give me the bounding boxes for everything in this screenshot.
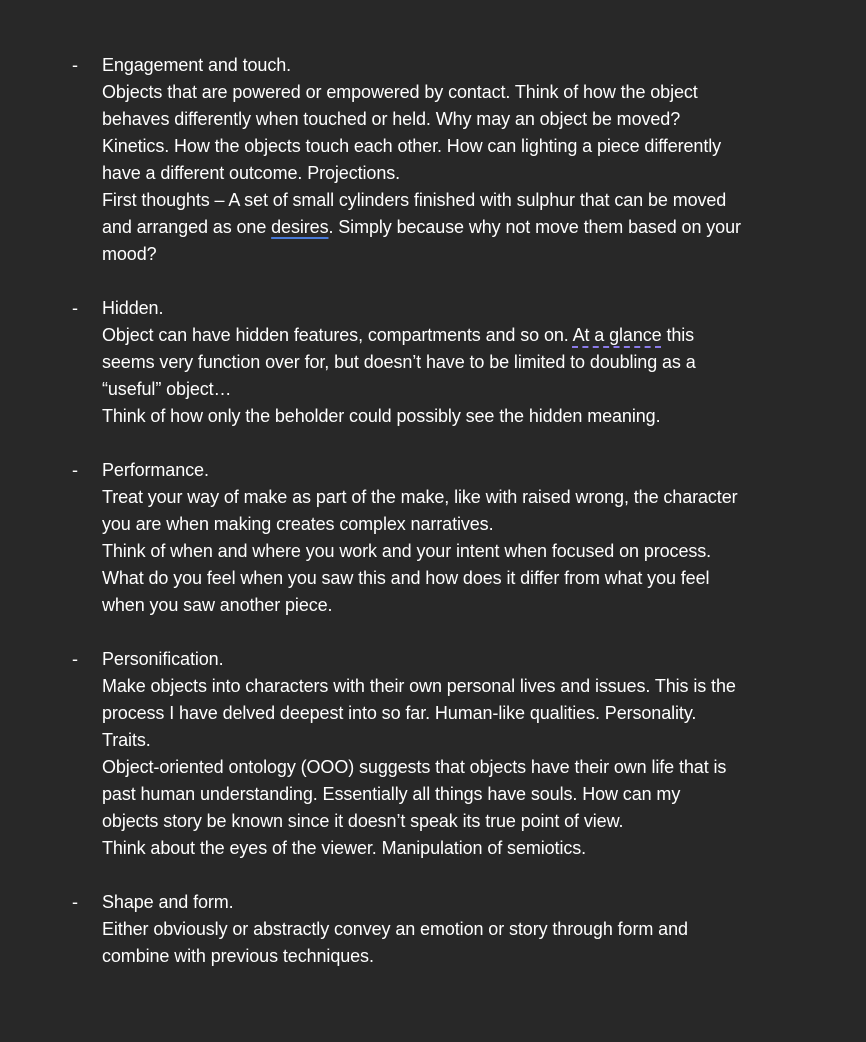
text-line: objects story be known since it doesn’t speak its true point of view. [102, 811, 624, 831]
text-line: Object-oriented ontology (OOO) suggests that objects have their own life that is [102, 757, 727, 777]
list-item-personification [0, 646, 782, 862]
text-line: Traits. [102, 730, 151, 750]
list-bullet: - [72, 460, 78, 480]
text-line: you are when making creates complex narratives. [102, 514, 494, 534]
text-line: Make objects into characters with their own personal lives and issues. This is the [102, 676, 736, 696]
list-item-hidden [0, 295, 782, 430]
text-run: Object can have hidden features, compartments and so on. [102, 325, 573, 345]
text-line: First thoughts – A set of small cylinders finished with sulphur that can be moved [102, 190, 727, 210]
list-item-performance [0, 457, 782, 619]
list-bullet: - [72, 892, 78, 912]
text-line: when you saw another piece. [102, 595, 333, 615]
text-run: . Simply because why not move them based on your [328, 217, 741, 237]
item-heading: Engagement and touch. [102, 55, 292, 75]
text-line: past human understanding. Essentially all things have souls. How can my [102, 784, 681, 804]
text-run: and arranged as one [102, 217, 272, 237]
text-line: combine with previous techniques. [102, 946, 374, 966]
text-line [102, 322, 782, 349]
text-line: seems very function over for, but doesn’t have to be limited to doubling as a [102, 352, 696, 372]
item-heading: Hidden. [102, 298, 164, 318]
document-body[interactable] [0, 52, 866, 970]
text-line: have a different outcome. Projections. [102, 163, 401, 183]
text-line [102, 214, 782, 241]
text-line: Treat your way of make as part of the make, like with raised wrong, the character [102, 487, 738, 507]
text-line: “useful” object… [102, 379, 232, 399]
list-bullet: - [72, 649, 78, 669]
text-line: What do you feel when you saw this and how does it differ from what you feel [102, 568, 710, 588]
list-bullet: - [72, 55, 78, 75]
list-item-shape-and-form [0, 889, 782, 970]
item-heading: Performance. [102, 460, 209, 480]
text-line: process I have delved deepest into so far. Human-like qualities. Personality. [102, 703, 697, 723]
text-line: behaves differently when touched or held. Why may an object be moved? [102, 109, 681, 129]
text-run: this [661, 325, 695, 345]
text-line: Either obviously or abstractly convey an emotion or story through form and [102, 919, 688, 939]
grammar-flagged-phrase[interactable]: At a glance [572, 325, 662, 345]
text-line: mood? [102, 244, 157, 264]
list-item-engagement [0, 52, 782, 268]
spelling-flagged-word[interactable]: desires [271, 217, 329, 237]
text-line: Think of when and where you work and your intent when focused on process. [102, 541, 712, 561]
item-heading: Personification. [102, 649, 224, 669]
item-heading: Shape and form. [102, 892, 234, 912]
list-bullet: - [72, 298, 78, 318]
text-line: Objects that are powered or empowered by contact. Think of how the object [102, 82, 698, 102]
text-line: Think of how only the beholder could possibly see the hidden meaning. [102, 406, 661, 426]
text-line: Kinetics. How the objects touch each other. How can lighting a piece differently [102, 136, 722, 156]
text-line: Think about the eyes of the viewer. Manipulation of semiotics. [102, 838, 587, 858]
